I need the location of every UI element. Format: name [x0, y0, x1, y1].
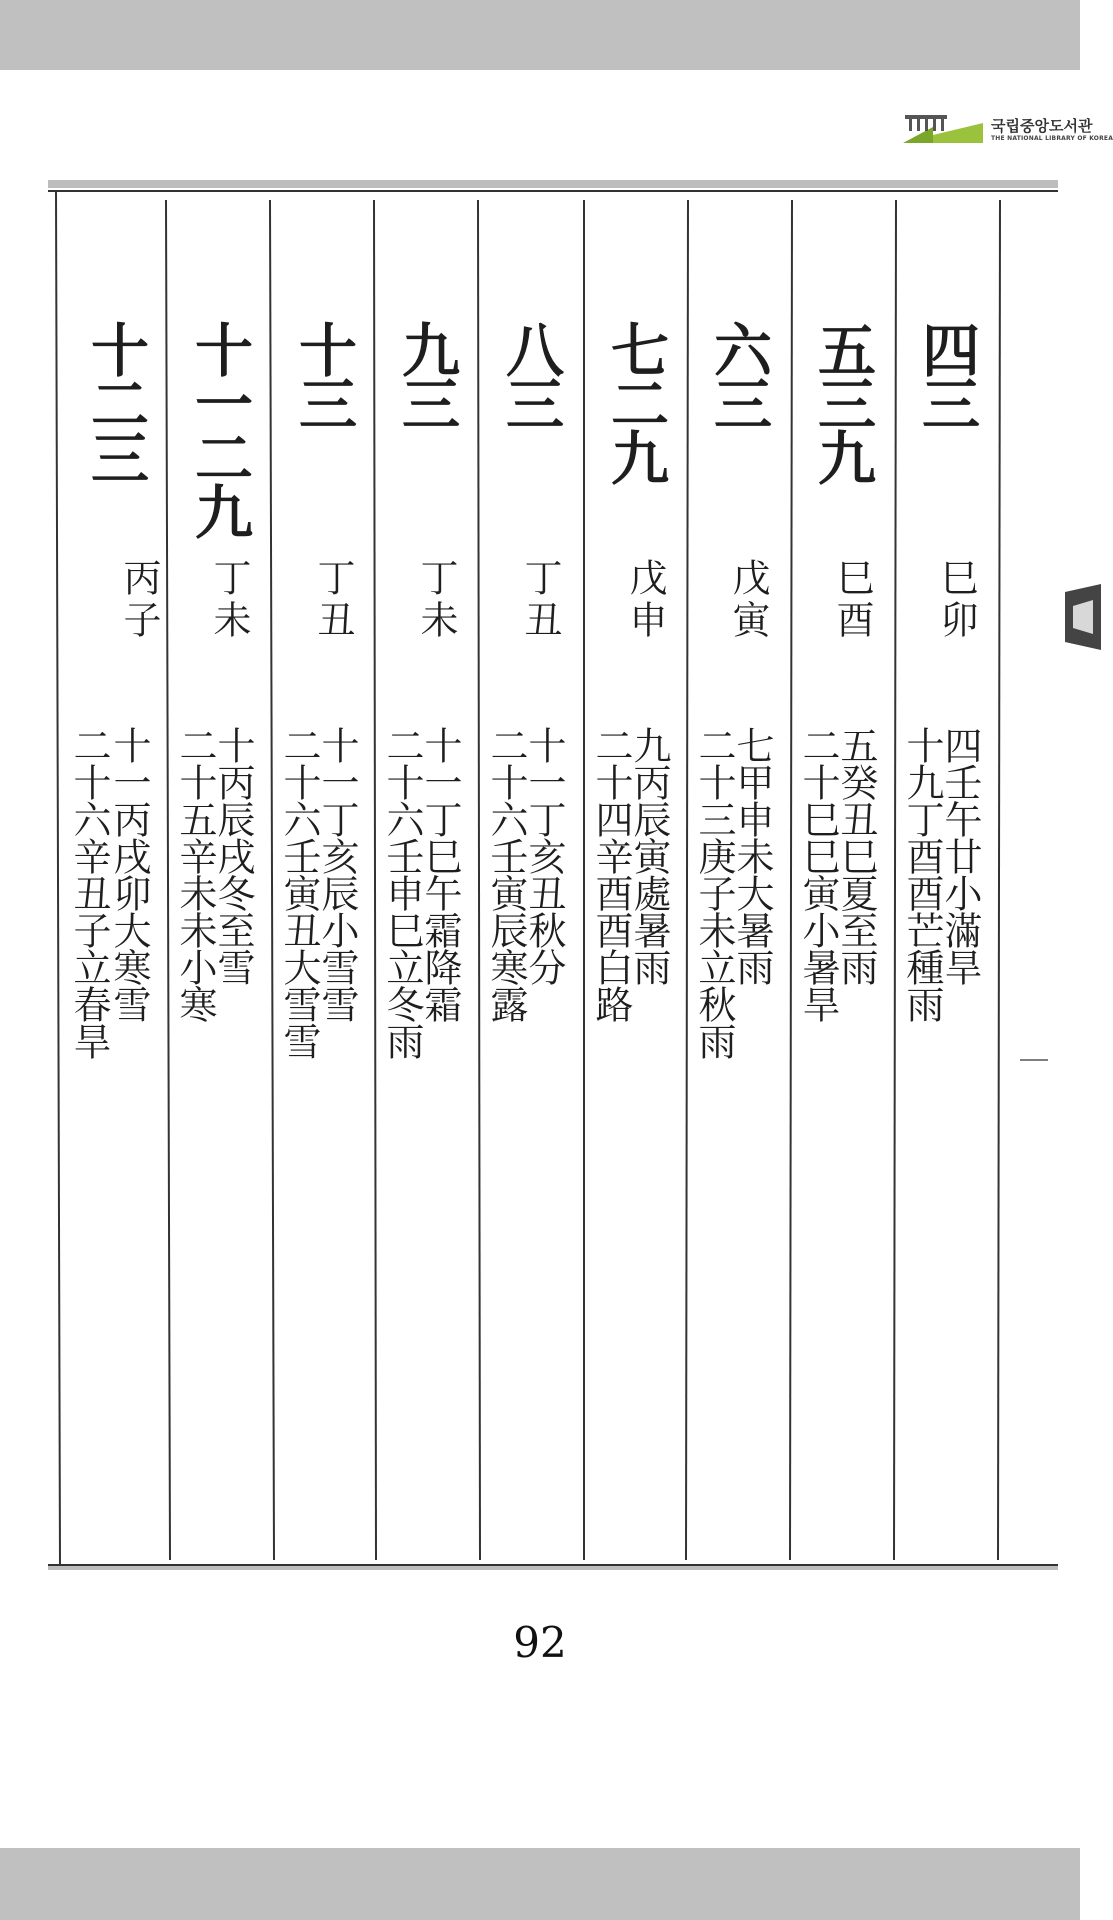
- calendar-column: [895, 180, 999, 1570]
- calendar-column: [479, 180, 583, 1570]
- month-label: 十一二九: [185, 320, 253, 536]
- calendar-column: [272, 180, 376, 1570]
- solar-term-entry-1: 七甲申未大暑雨: [730, 726, 774, 985]
- solar-term-entry-2: 二十六壬申巳立冬雨: [380, 726, 424, 1059]
- solar-term-entry-2: 二十六壬寅丑大雪雪: [277, 726, 321, 1059]
- solar-term-entry-2: 二十三庚子未立秋雨: [692, 726, 736, 1059]
- calendar-column: [58, 180, 168, 1570]
- solar-term-entry-1: 十一丁亥丑秋分: [522, 726, 566, 985]
- month-label: 十二三: [81, 320, 149, 482]
- day-stem-branch: 戊寅: [726, 558, 770, 642]
- day-stem-branch: 丁未: [207, 558, 251, 642]
- solar-term-entry-1: 十丙辰戌冬至雪: [211, 726, 255, 985]
- day-stem-branch: 巳酉: [830, 558, 874, 642]
- month-label: 八三: [496, 320, 564, 428]
- solar-term-entry-1: 五癸丑巳夏至雨: [834, 726, 878, 985]
- calendar-column: [584, 180, 688, 1570]
- month-label: 十三: [289, 320, 357, 428]
- calendar-column: [168, 180, 272, 1570]
- solar-term-entry-2: 二十六壬寅辰寒露: [484, 726, 528, 1022]
- top-toolbar: [0, 0, 1080, 70]
- day-stem-branch: 丁未: [414, 558, 458, 642]
- month-label: 七二九: [601, 320, 669, 482]
- page-edge-tab-icon: [1063, 580, 1103, 655]
- scanned-page: [48, 180, 1058, 1570]
- logo-korean-text: 국립중앙도서관: [991, 117, 1093, 135]
- solar-term-entry-1: 十一丁亥辰小雪雪: [315, 726, 359, 1022]
- solar-term-entry-2: 二十巳巳寅小暑旱: [796, 726, 840, 1022]
- library-logo: [903, 113, 1113, 147]
- day-stem-branch: 巳卯: [934, 558, 978, 642]
- logo-english-text: THE NATIONAL LIBRARY OF KOREA: [991, 135, 1113, 142]
- month-label: 六三: [704, 320, 772, 428]
- day-stem-branch: 丁丑: [311, 558, 355, 642]
- solar-term-entry-2: 十九丁酉酉芒種雨: [900, 726, 944, 1022]
- solar-term-entry-1: 四壬午廿小滿旱: [938, 726, 982, 985]
- month-label: 五三九: [808, 320, 876, 482]
- solar-term-entry-2: 二十四辛酉酉白路: [589, 726, 633, 1022]
- solar-term-entry-2: 二十五辛未未小寒: [173, 726, 217, 1022]
- page-number: 92: [513, 1618, 567, 1667]
- calendar-column: [687, 180, 791, 1570]
- solar-term-entry-1: 十一丙戌卯大寒雪: [107, 726, 151, 1022]
- solar-term-entry-1: 九丙辰寅處暑雨: [627, 726, 671, 985]
- library-logo-icon: [903, 113, 983, 143]
- day-stem-branch: 戊申: [623, 558, 667, 642]
- calendar-column: [791, 180, 895, 1570]
- solar-term-entry-2: 二十六辛丑子立春旱: [67, 726, 111, 1059]
- month-label: 四三: [912, 320, 980, 428]
- bottom-toolbar: [0, 1848, 1080, 1920]
- day-stem-branch: 丙子: [117, 558, 161, 642]
- calendar-column: [375, 180, 479, 1570]
- solar-term-entry-1: 十一丁巳午霜降霜: [418, 726, 462, 1022]
- day-stem-branch: 丁丑: [518, 558, 562, 642]
- month-label: 九三: [392, 320, 460, 428]
